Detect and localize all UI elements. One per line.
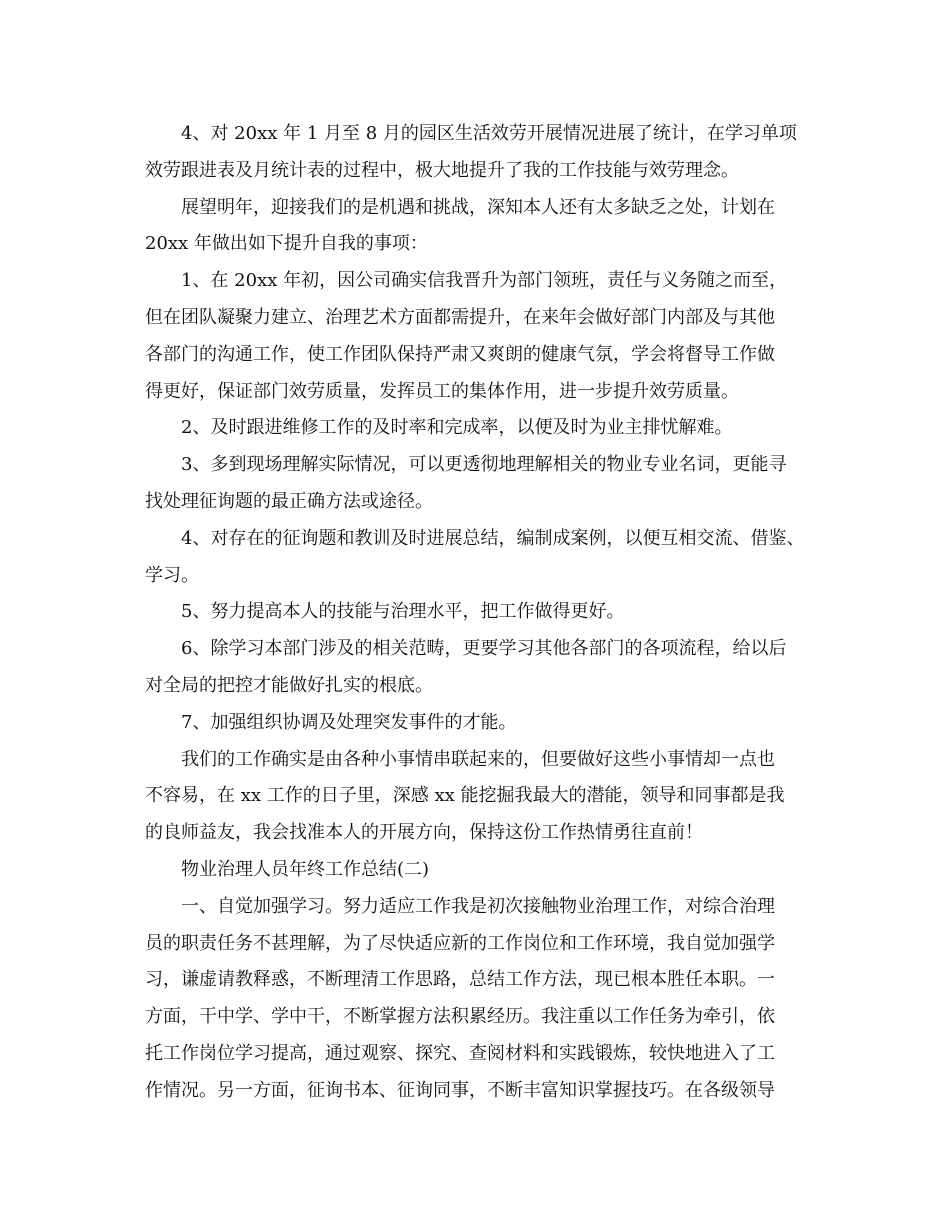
text-line: 员的职责任务不甚理解，为了尽快适应新的工作岗位和工作环境，我自觉加强学 bbox=[145, 932, 775, 954]
text-line: 我们的工作确实是由各种小事情串联起来的，但要做好这些小事情却一点也 bbox=[181, 748, 775, 770]
text-line: 不容易，在 xx 工作的日子里，深感 xx 能挖掘我最大的潜能，领导和同事都是我 bbox=[145, 785, 785, 807]
text-line: 得更好，保证部门效劳质量，发挥员工的集体作用，进一步提升效劳质量。 bbox=[145, 380, 739, 402]
text-line: 找处理征询题的最正确方法或途径。 bbox=[145, 490, 433, 512]
text-line: 20xx 年做出如下提升自我的事项： bbox=[145, 233, 428, 255]
text-line: 习，谦虚请教释惑，不断理清工作思路，总结工作方法，现已根本胜任本职。一 bbox=[145, 969, 775, 991]
text-line: 效劳跟进表及月统计表的过程中，极大地提升了我的工作技能与效劳理念。 bbox=[145, 159, 739, 181]
text-line: 4、对 20xx 年 1 月至 8 月的园区生活效劳开展情况进展了统计，在学习单项 bbox=[181, 123, 797, 144]
text-line: 各部门的沟通工作，使工作团队保持严肃又爽朗的健康气氛，学会将督导工作做 bbox=[145, 343, 775, 365]
text-line: 4、对存在的征询题和教训及时进展总结，编制成案例，以便互相交流、借鉴、 bbox=[181, 527, 805, 549]
text-line: 作情况。另一方面，征询书本、征询同事，不断丰富知识掌握技巧。在各级领导 bbox=[145, 1079, 775, 1101]
text-line: 7、加强组织协调及处理突发事件的才能。 bbox=[181, 711, 517, 733]
text-line: 2、及时跟进维修工作的及时率和完成率，以便及时为业主排忧解难。 bbox=[181, 417, 733, 439]
text-line: 但在团队凝聚力建立、治理艺术方面都需提升，在来年会做好部门内部及与其他 bbox=[145, 306, 775, 328]
text-line: 5、努力提高本人的技能与治理水平，把工作做得更好。 bbox=[181, 601, 625, 623]
text-line: 1、在 20xx 年初，因公司确实信我晋升为部门领班，责任与义务随之而至， bbox=[181, 270, 788, 292]
text-line: 物业治理人员年终工作总结(二) bbox=[181, 858, 430, 880]
text-line: 对全局的把控才能做好扎实的根底。 bbox=[145, 674, 433, 696]
text-line: 一、自觉加强学习。努力适应工作我是初次接触物业治理工作，对综合治理 bbox=[181, 895, 775, 917]
text-line: 学习。 bbox=[145, 564, 199, 586]
text-line: 托工作岗位学习提高，通过观察、探究、查阅材料和实践锻炼，较快地进入了工 bbox=[145, 1042, 775, 1064]
text-line: 的良师益友，我会找准本人的开展方向，保持这份工作热情勇往直前！ bbox=[145, 822, 703, 844]
text-line: 3、多到现场理解实际情况，可以更透彻地理解相关的物业专业名词，更能寻 bbox=[181, 454, 787, 476]
document-body bbox=[145, 116, 825, 1110]
text-line: 方面，干中学、学中干，不断掌握方法积累经历。我注重以工作任务为牵引，依 bbox=[145, 1006, 775, 1028]
text-line: 6、除学习本部门涉及的相关范畴，更要学习其他各部门的各项流程，给以后 bbox=[181, 638, 787, 660]
text-line: 展望明年，迎接我们的是机遇和挑战，深知本人还有太多缺乏之处，计划在 bbox=[181, 196, 775, 218]
